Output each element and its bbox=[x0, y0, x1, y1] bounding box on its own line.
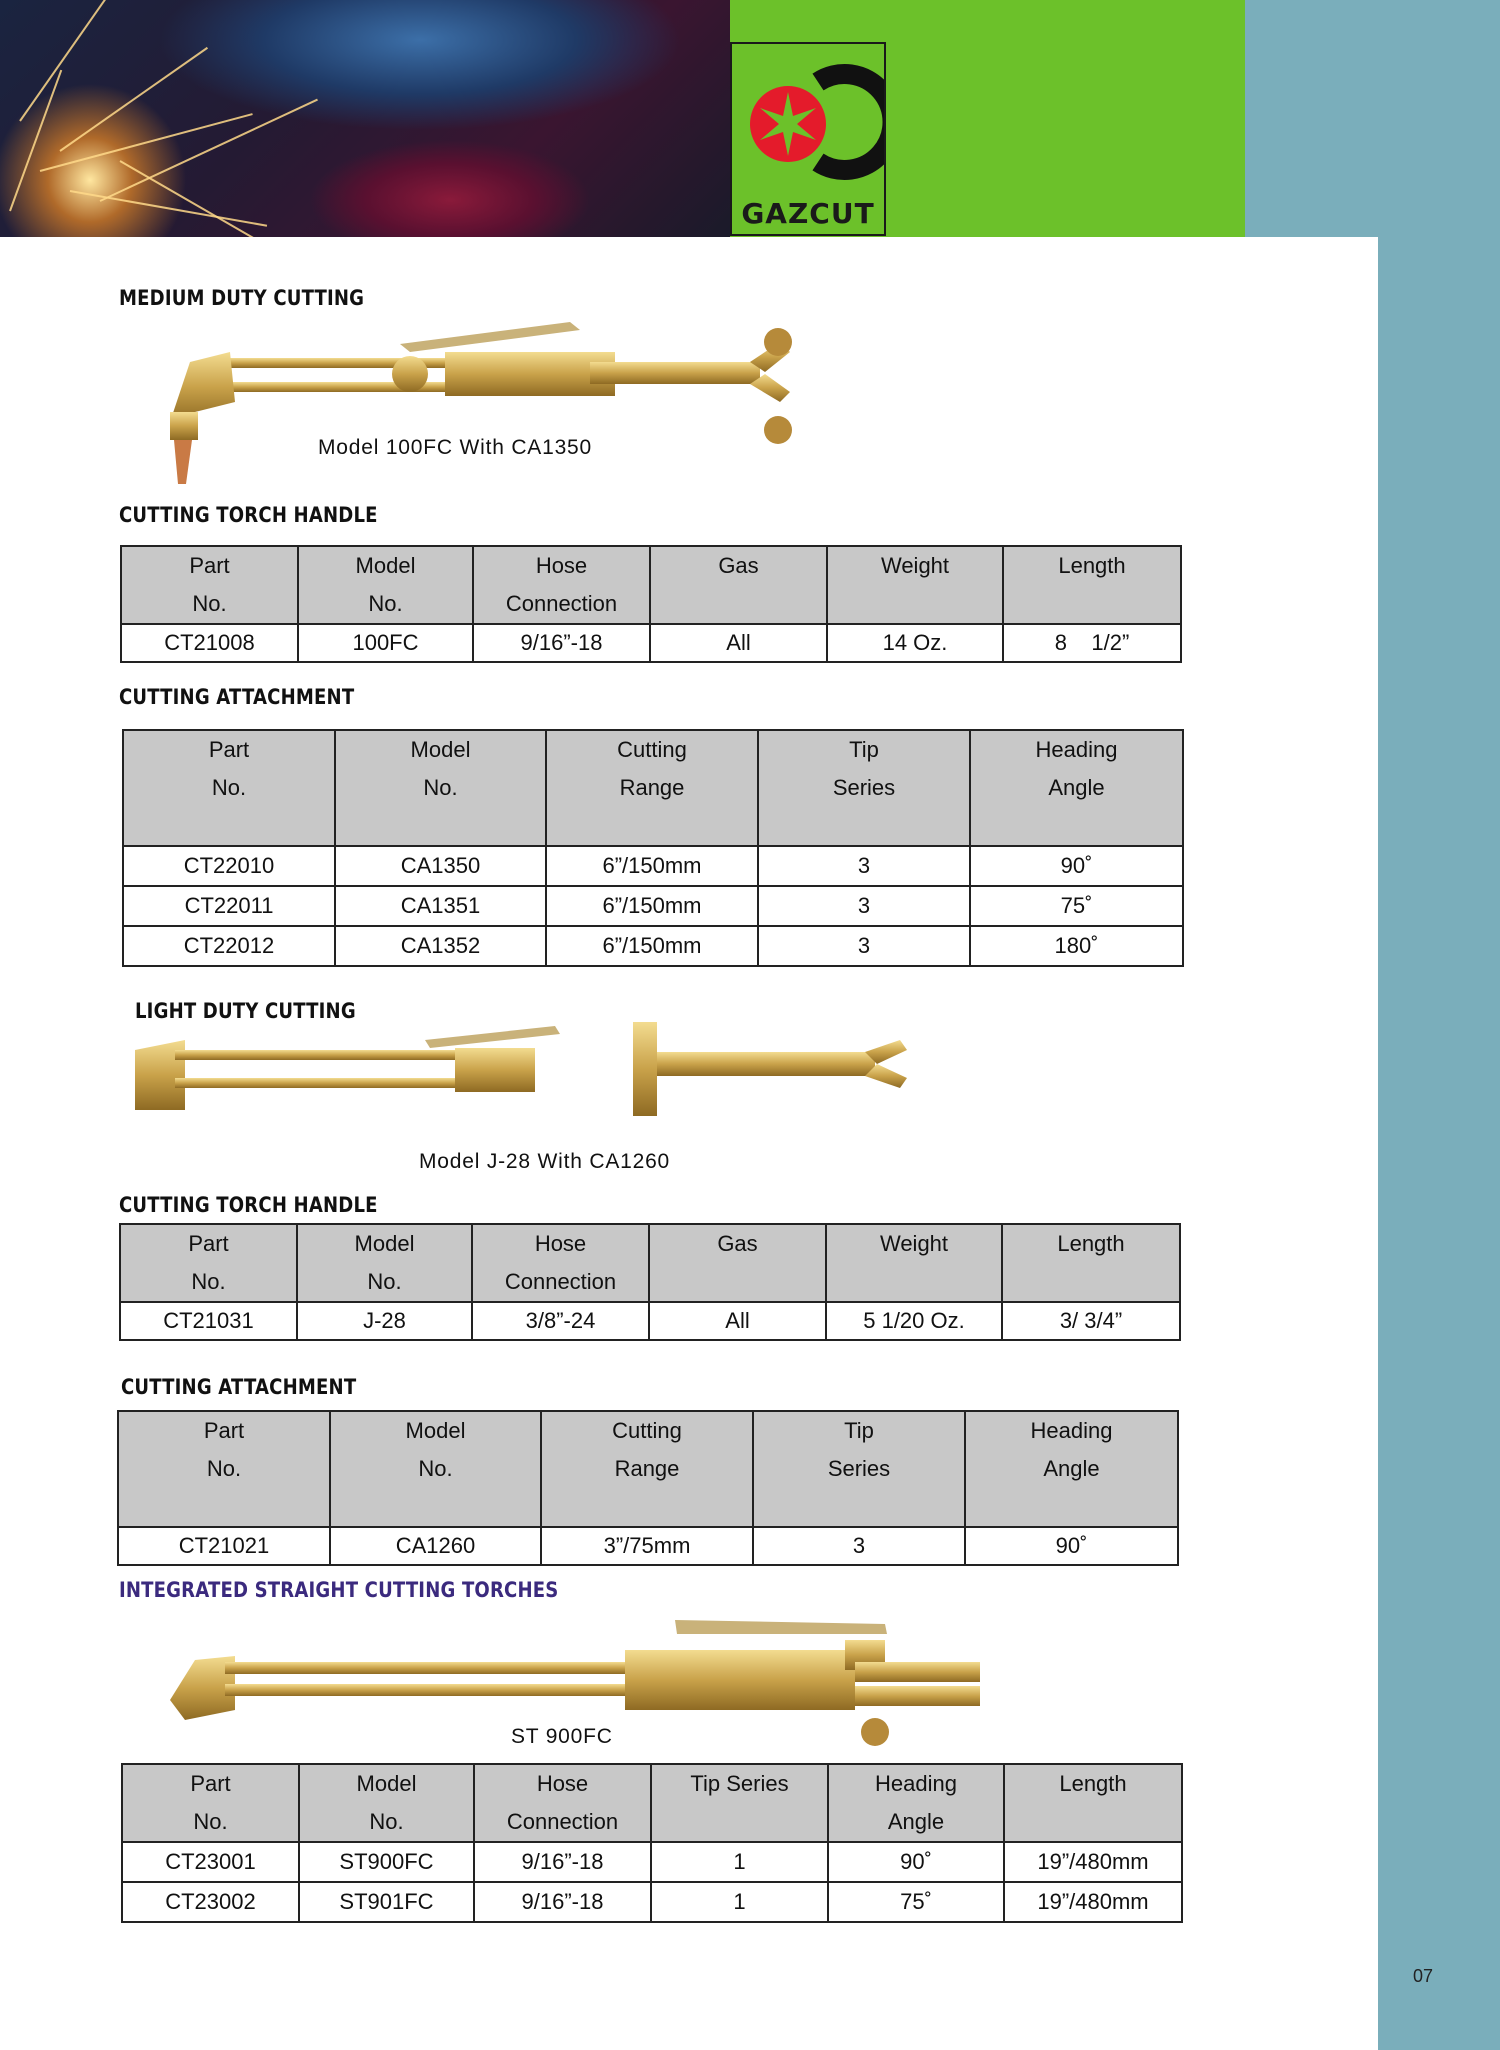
length-cell: 3/ 3/4” bbox=[1002, 1302, 1180, 1340]
table-header-cell bbox=[828, 1764, 1004, 1842]
header-line: Hose bbox=[535, 553, 588, 578]
table-header-cell bbox=[758, 730, 970, 846]
header-line: Tip bbox=[849, 737, 879, 762]
table-header-cell bbox=[118, 1411, 330, 1527]
hose-connection-cell: 3/8”-24 bbox=[472, 1302, 649, 1340]
page-number: 07 bbox=[1413, 1966, 1434, 1986]
heading-angle-cell: 90˚ bbox=[970, 846, 1183, 886]
model-no-cell: CA1352 bbox=[335, 926, 546, 966]
header-line: Heading bbox=[1035, 737, 1118, 762]
header-line: Angle bbox=[1048, 775, 1105, 800]
table-row bbox=[122, 1882, 1182, 1922]
table-header-cell bbox=[121, 546, 298, 624]
spark-line bbox=[9, 70, 62, 212]
part-no-cell: CT21031 bbox=[120, 1302, 297, 1340]
sidebar bbox=[1378, 237, 1500, 2050]
attachment-ca1260-image bbox=[615, 1012, 915, 1122]
sidebar-top bbox=[1245, 0, 1500, 237]
table-header-cell bbox=[826, 1224, 1002, 1302]
tip-series-cell: 3 bbox=[758, 926, 970, 966]
spark-line bbox=[19, 0, 112, 122]
header-line: Tip Series bbox=[690, 1771, 789, 1796]
header-line: Length bbox=[1058, 553, 1126, 578]
table-header-cell bbox=[335, 730, 546, 846]
cutting-range-cell: 6”/150mm bbox=[546, 926, 758, 966]
table-header-cell bbox=[649, 1224, 826, 1302]
brand-logo bbox=[730, 42, 886, 236]
brand-name: GAZCUT bbox=[741, 197, 875, 230]
medium-attachment-heading: CUTTING ATTACHMENT bbox=[119, 685, 355, 709]
gas-cell: All bbox=[650, 624, 827, 662]
heading-angle-cell: 180˚ bbox=[970, 926, 1183, 966]
header-line: Range bbox=[614, 1456, 680, 1481]
table-header-cell bbox=[1004, 1764, 1182, 1842]
table-row bbox=[121, 624, 1181, 662]
medium-attachment-table bbox=[122, 729, 1184, 967]
header-line: Connection bbox=[504, 1269, 617, 1294]
length-cell: 19”/480mm bbox=[1004, 1882, 1182, 1922]
hose-connection-cell: 9/16”-18 bbox=[474, 1842, 651, 1882]
header-line: Gas bbox=[718, 553, 759, 578]
table-header-row bbox=[121, 546, 1181, 624]
table-header-cell bbox=[122, 1764, 299, 1842]
part-no-cell: CT23001 bbox=[122, 1842, 299, 1882]
header-line: Gas bbox=[717, 1231, 758, 1256]
tip-series-cell: 1 bbox=[651, 1842, 828, 1882]
header-line: Series bbox=[827, 1456, 891, 1481]
part-no-cell: CT21021 bbox=[118, 1527, 330, 1565]
light-handle-heading: CUTTING TORCH HANDLE bbox=[119, 1193, 378, 1217]
table-header-row bbox=[118, 1411, 1178, 1527]
spark-line bbox=[70, 190, 267, 227]
gas-cell: All bbox=[649, 1302, 826, 1340]
header-line: Series bbox=[832, 775, 896, 800]
table-header-row bbox=[123, 730, 1183, 846]
table-row bbox=[123, 886, 1183, 926]
model-no-cell: ST900FC bbox=[299, 1842, 474, 1882]
part-no-cell: CT21008 bbox=[121, 624, 298, 662]
header-line: No. bbox=[206, 1456, 242, 1481]
integrated-heading: INTEGRATED STRAIGHT CUTTING TORCHES bbox=[119, 1578, 559, 1602]
header-line: Model bbox=[354, 1231, 415, 1256]
gazcut-logo-icon bbox=[732, 44, 884, 194]
header-line: Model bbox=[356, 1771, 417, 1796]
header-line: Angle bbox=[1043, 1456, 1100, 1481]
table-header-cell bbox=[474, 1764, 651, 1842]
header-line: Part bbox=[190, 1771, 231, 1796]
weight-cell: 5 1/20 Oz. bbox=[826, 1302, 1002, 1340]
header-line: Part bbox=[208, 737, 250, 762]
medium-handle-heading: CUTTING TORCH HANDLE bbox=[119, 503, 378, 527]
cutting-range-cell: 6”/150mm bbox=[546, 886, 758, 926]
table-header-cell bbox=[120, 1224, 297, 1302]
table-header-cell bbox=[299, 1764, 474, 1842]
table-header-cell bbox=[1003, 546, 1181, 624]
tip-series-cell: 3 bbox=[753, 1527, 965, 1565]
table-header-cell bbox=[297, 1224, 472, 1302]
heading-angle-cell: 75˚ bbox=[970, 886, 1183, 926]
table-header-cell bbox=[541, 1411, 753, 1527]
tip-series-cell: 3 bbox=[758, 886, 970, 926]
light-attachment-heading: CUTTING ATTACHMENT bbox=[121, 1375, 357, 1399]
header-line: Weight bbox=[880, 553, 950, 578]
table-header-cell bbox=[753, 1411, 965, 1527]
header-line: No. bbox=[368, 591, 403, 616]
header-line: Connection bbox=[505, 591, 618, 616]
header-line: Model bbox=[355, 553, 416, 578]
header-line: Weight bbox=[879, 1231, 949, 1256]
header-line: No. bbox=[192, 591, 227, 616]
part-no-cell: CT22012 bbox=[123, 926, 335, 966]
welding-photo bbox=[0, 0, 730, 237]
header-line: No. bbox=[211, 775, 247, 800]
header-line: Connection bbox=[506, 1809, 619, 1834]
header-line: No. bbox=[418, 1456, 453, 1481]
weight-cell: 14 Oz. bbox=[827, 624, 1003, 662]
table-row bbox=[120, 1302, 1180, 1340]
part-no-cell: CT22010 bbox=[123, 846, 335, 886]
torch-100fc-image bbox=[150, 312, 810, 492]
tip-series-cell: 3 bbox=[758, 846, 970, 886]
torch-j28-handle-image bbox=[125, 1010, 565, 1130]
table-row bbox=[123, 846, 1183, 886]
table-header-cell bbox=[473, 546, 650, 624]
model-no-cell: CA1260 bbox=[330, 1527, 541, 1565]
spark-line bbox=[59, 47, 208, 152]
header-line: Part bbox=[189, 553, 230, 578]
light-duty-heading: LIGHT DUTY CUTTING bbox=[135, 999, 356, 1023]
header-line: Length bbox=[1059, 1771, 1127, 1796]
part-no-cell: CT22011 bbox=[123, 886, 335, 926]
header-line: Cutting bbox=[617, 737, 687, 762]
medium-duty-heading: MEDIUM DUTY CUTTING bbox=[119, 286, 365, 310]
header-line: No. bbox=[191, 1269, 226, 1294]
table-row bbox=[122, 1842, 1182, 1882]
model-no-cell: CA1350 bbox=[335, 846, 546, 886]
header-line: Hose bbox=[534, 1231, 587, 1256]
cutting-range-cell: 6”/150mm bbox=[546, 846, 758, 886]
header-line: Heading bbox=[875, 1771, 957, 1796]
spark-line bbox=[100, 99, 318, 202]
table-header-cell bbox=[651, 1764, 828, 1842]
model-no-cell: ST901FC bbox=[299, 1882, 474, 1922]
header-line: Part bbox=[188, 1231, 229, 1256]
table-row bbox=[123, 926, 1183, 966]
medium-handle-table bbox=[120, 545, 1182, 663]
length-cell: 19”/480mm bbox=[1004, 1842, 1182, 1882]
table-header-cell bbox=[298, 546, 473, 624]
integrated-table bbox=[121, 1763, 1183, 1923]
table-header-cell bbox=[546, 730, 758, 846]
table-header-cell bbox=[330, 1411, 541, 1527]
header-line: Part bbox=[203, 1418, 245, 1443]
header-line: No. bbox=[367, 1269, 402, 1294]
hose-connection-cell: 9/16”-18 bbox=[474, 1882, 651, 1922]
hose-connection-cell: 9/16”-18 bbox=[473, 624, 650, 662]
light-attachment-table bbox=[117, 1410, 1179, 1566]
header-line: No. bbox=[423, 775, 458, 800]
header-line: Length bbox=[1057, 1231, 1125, 1256]
table-header-cell bbox=[123, 730, 335, 846]
integrated-caption: ST 900FC bbox=[511, 1725, 613, 1748]
header-line: Cutting bbox=[612, 1418, 682, 1443]
header-line: Hose bbox=[536, 1771, 589, 1796]
length-cell: 8 1/2” bbox=[1003, 624, 1181, 662]
table-header-row bbox=[122, 1764, 1182, 1842]
tip-series-cell: 1 bbox=[651, 1882, 828, 1922]
table-header-cell bbox=[650, 546, 827, 624]
header-line: Angle bbox=[887, 1809, 945, 1834]
header-line: Model bbox=[410, 737, 471, 762]
heading-angle-cell: 90˚ bbox=[828, 1842, 1004, 1882]
light-duty-caption: Model J-28 With CA1260 bbox=[419, 1150, 671, 1173]
table-header-cell bbox=[970, 730, 1183, 846]
table-row bbox=[118, 1527, 1178, 1565]
header-line: Tip bbox=[844, 1418, 874, 1443]
model-no-cell: CA1351 bbox=[335, 886, 546, 926]
table-header-cell bbox=[472, 1224, 649, 1302]
table-header-cell bbox=[965, 1411, 1178, 1527]
light-handle-table bbox=[119, 1223, 1181, 1341]
header-line: No. bbox=[369, 1809, 404, 1834]
part-no-cell: CT23002 bbox=[122, 1882, 299, 1922]
heading-angle-cell: 75˚ bbox=[828, 1882, 1004, 1922]
table-header-cell bbox=[1002, 1224, 1180, 1302]
cutting-range-cell: 3”/75mm bbox=[541, 1527, 753, 1565]
model-no-cell: 100FC bbox=[298, 624, 473, 662]
table-header-cell bbox=[827, 546, 1003, 624]
header-line: Heading bbox=[1030, 1418, 1113, 1443]
header-line: Model bbox=[405, 1418, 466, 1443]
table-header-row bbox=[120, 1224, 1180, 1302]
header-line: No. bbox=[193, 1809, 228, 1834]
heading-angle-cell: 90˚ bbox=[965, 1527, 1178, 1565]
model-no-cell: J-28 bbox=[297, 1302, 472, 1340]
medium-duty-caption: Model 100FC With CA1350 bbox=[318, 436, 593, 459]
header-line: Range bbox=[619, 775, 685, 800]
